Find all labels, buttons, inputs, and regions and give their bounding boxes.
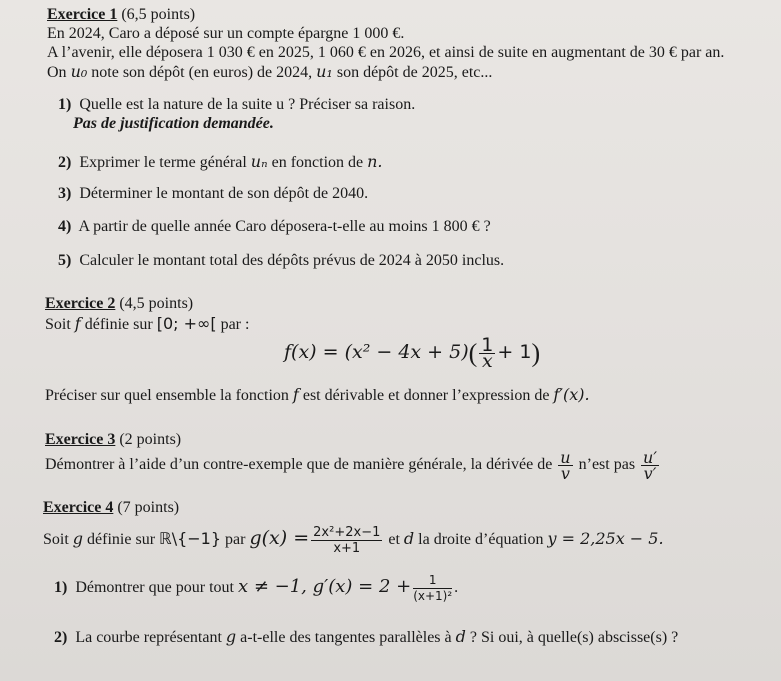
ex4-heading	[43, 498, 179, 517]
ex3-frac1-den: v	[560, 463, 570, 483]
ex2-question-f: f	[292, 385, 299, 404]
ex2-intro-f: f	[74, 314, 81, 333]
ex1-q5-number: 5)	[58, 252, 72, 269]
ex3-heading	[45, 430, 181, 449]
ex1-q4-text: A partir de quelle année Caro déposera-t-elle au moins 1 800 € ?	[78, 218, 491, 235]
ex4-q1-frac-den: (x+1)²	[413, 588, 453, 603]
ex1-q1-number: 1)	[58, 96, 72, 113]
ex4-q2-text-a: La courbe représentant	[75, 629, 222, 646]
ex2-domain: [0; +∞[	[156, 314, 217, 333]
ex1-q3-text: Déterminer le montant de son dépôt de 2040.	[79, 185, 369, 202]
ex4-q2-number: 2)	[54, 629, 68, 646]
ex1-intro-line2: A l’avenir, elle déposera 1 030 € en 2025, 1 060 € en 2026, et ainsi de suite en augmentant de 30 € par an.	[47, 44, 725, 61]
ex1-q4-number: 4)	[58, 218, 72, 235]
ex4-q1-dot: .	[454, 579, 459, 596]
ex2-formula-lhs: f(x) = (x² − 4x + 5)	[284, 341, 469, 363]
ex1-points: (6,5 points)	[121, 6, 196, 23]
ex1-q2-n: n.	[367, 152, 383, 171]
ex4-q2-g: g	[225, 627, 237, 646]
ex1-intro3-a: On	[47, 64, 67, 81]
ex1-q1-text: Quelle est la nature de la suite u ? Préciser sa raison.	[79, 96, 416, 113]
ex3-frac2-den: v′	[643, 463, 657, 483]
ex2-intro	[45, 314, 249, 334]
ex4-q1	[54, 570, 458, 605]
ex1-q1-note: Pas de justification demandée.	[73, 115, 274, 132]
ex2-formula-tail: + 1	[497, 341, 532, 363]
ex2-formula: f(x) = (x² − 4x + 5)( $\frac{1}{x}$ + 1)	[284, 334, 541, 373]
ex3-text-b: n’est pas	[578, 456, 636, 473]
ex4-q2-text-c: ? Si oui, à quelle(s) abscisse(s) ?	[469, 629, 679, 646]
ex2-intro-a: Soit	[45, 316, 71, 333]
ex4-intro-a: Soit	[43, 531, 69, 548]
ex2-intro-b: définie sur	[84, 316, 153, 333]
ex4-intro	[43, 521, 664, 557]
ex4-title: Exercice 4	[43, 499, 114, 516]
ex2-question-a: Préciser sur quel ensemble la fonction	[45, 387, 289, 404]
ex4-q2-text-b: a-t-elle des tangentes parallèles à	[240, 629, 452, 646]
ex3-frac1-num: u	[560, 447, 571, 467]
ex1-q5-text: Calculer le montant total des dépôts prévus de 2024 à 2050 inclus.	[79, 252, 505, 269]
ex2-intro-c: par :	[220, 316, 250, 333]
ex4-q1-fraction	[413, 573, 452, 604]
ex4-q2	[54, 627, 678, 647]
ex4-points: (7 points)	[117, 499, 180, 516]
ex1-intro3-c: son dépôt de 2025, etc...	[336, 64, 493, 81]
ex2-question	[45, 385, 590, 405]
ex4-q1-text: Démontrer que pour tout	[75, 579, 234, 596]
ex2-formula-den: x	[481, 350, 493, 373]
ex1-q2-text-b: en fonction de	[271, 154, 364, 171]
ex2-question-fp: f′(x).	[553, 385, 590, 404]
ex1-q2-un: uₙ	[250, 152, 268, 171]
ex4-intro-e: la droite d’équation	[418, 531, 544, 548]
ex4-q1-frac-num: 1	[413, 573, 452, 589]
ex1-q1	[58, 95, 415, 114]
ex4-g-den: x+1	[333, 540, 361, 556]
ex1-q2	[58, 152, 383, 172]
ex4-q2-d: d	[455, 627, 466, 646]
ex1-u1: u₁	[316, 62, 333, 81]
ex1-q4	[58, 217, 491, 236]
ex1-q5	[58, 251, 504, 270]
ex3-frac2-num: u′	[643, 447, 657, 467]
ex1-q2-number: 2)	[58, 154, 72, 171]
ex4-intro-d: et	[388, 531, 400, 548]
ex2-formula-fraction	[479, 334, 495, 373]
ex1-u0: u₀	[70, 62, 88, 81]
ex4-intro-b: définie sur	[87, 531, 156, 548]
ex4-g-lhs: g(x) =	[249, 527, 310, 549]
ex2-title: Exercice 2	[45, 295, 116, 312]
ex2-points: (4,5 points)	[119, 295, 194, 312]
ex4-intro-c: par	[225, 531, 246, 548]
ex1-intro-line1: En 2024, Caro a déposé sur un compte épargne 1 000 €.	[47, 25, 405, 42]
ex4-q1-number: 1)	[54, 579, 68, 596]
ex4-q1-condition: x ≠ −1, g′(x) = 2 +	[237, 576, 412, 597]
ex2-question-b: est dérivable et donner l’expression de	[302, 387, 550, 404]
ex2-heading	[45, 294, 193, 313]
ex4-intro-d-letter: d	[403, 529, 415, 548]
ex4-intro-g: g	[72, 529, 84, 548]
ex3-frac-uprime-over-vprime	[641, 447, 659, 483]
ex1-heading	[47, 5, 195, 24]
ex1-intro-line3	[47, 62, 492, 82]
ex4-g-num: 2x²+2x−1	[313, 524, 381, 540]
ex1-title: Exercice 1	[47, 6, 118, 23]
ex3-title: Exercice 3	[45, 431, 116, 448]
ex4-domain: ℝ\{−1}	[159, 529, 222, 548]
ex3-points: (2 points)	[119, 431, 182, 448]
ex1-q3	[58, 184, 368, 203]
ex1-intro3-b: note son dépôt (en euros) de 2024,	[91, 64, 313, 81]
ex3-frac-u-over-v	[558, 447, 572, 483]
ex1-q3-number: 3)	[58, 185, 72, 202]
ex2-formula-num: 1	[481, 334, 494, 357]
ex4-g-fraction	[311, 525, 382, 556]
ex3-text	[45, 449, 661, 481]
ex4-line-equation: y = 2,25x − 5.	[547, 529, 664, 548]
ex1-q2-text-a: Exprimer le terme général	[79, 154, 247, 171]
ex3-text-a: Démontrer à l’aide d’un contre-exemple que de manière générale, la dérivée de	[45, 456, 553, 473]
